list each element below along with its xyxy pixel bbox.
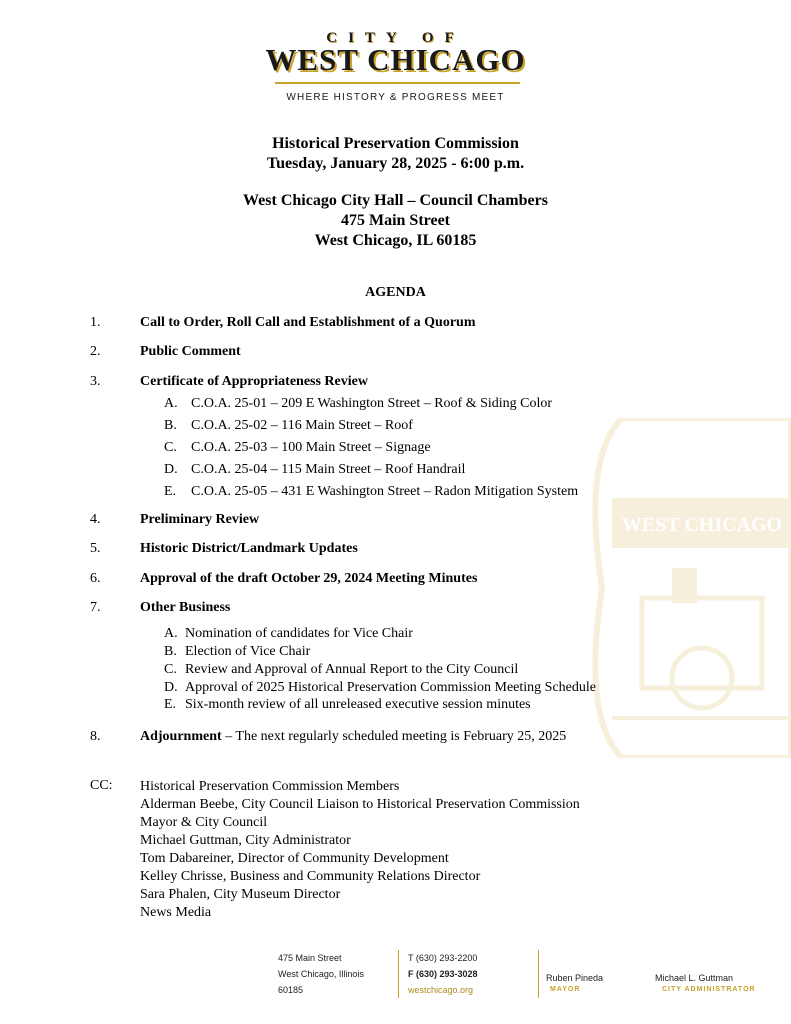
sub-item-letter: C. xyxy=(164,662,177,677)
cc-recipient: Sara Phalen, City Museum Director xyxy=(140,887,341,902)
footer-address-line: 475 Main Street xyxy=(278,953,342,963)
logo-west-chicago: WEST CHICAGO xyxy=(265,42,526,77)
cc-recipient: Tom Dabareiner, Director of Community Development xyxy=(140,851,449,866)
agenda-item-number: 7. xyxy=(90,600,101,615)
footer-divider xyxy=(398,950,399,998)
sub-item-letter: E. xyxy=(164,697,177,712)
footer-website-link[interactable]: westchicago.org xyxy=(408,985,474,995)
sub-item-letter: D. xyxy=(164,462,178,477)
agenda-item-adjournment xyxy=(140,729,566,745)
cc-recipient: Alderman Beebe, City Council Liaison to Historical Preservation Commission xyxy=(140,797,580,812)
meeting-title: Historical Preservation Commission xyxy=(272,135,519,152)
sub-item-letter: A. xyxy=(164,396,178,411)
agenda-item-preliminary-review: Preliminary Review xyxy=(140,512,260,527)
sub-item-meeting-schedule: Approval of 2025 Historical Preservation Commission Meeting Schedule xyxy=(185,680,596,695)
cc-recipient: Mayor & City Council xyxy=(140,815,268,830)
cc-recipient: Michael Guttman, City Administrator xyxy=(140,833,351,848)
meeting-street: 475 Main Street xyxy=(340,212,450,229)
meeting-datetime: Tuesday, January 28, 2025 - 6:00 p.m. xyxy=(266,155,525,172)
agenda-item-call-to-order: Call to Order, Roll Call and Establishment of a Quorum xyxy=(140,315,476,330)
agenda-item-coa-review: Certificate of Appropriateness Review xyxy=(140,374,368,389)
adjournment-label: Adjournment xyxy=(140,729,222,744)
footer-admin-title: CITY ADMINISTRATOR xyxy=(662,986,756,993)
agenda-item-number: 4. xyxy=(90,512,101,527)
cc-recipient: Kelley Chrisse, Business and Community Relations Director xyxy=(140,869,481,884)
sub-item-annual-report: Review and Approval of Annual Report to the City Council xyxy=(185,662,519,677)
footer-phone: T (630) 293-2200 xyxy=(408,953,478,963)
cc-list xyxy=(140,778,580,922)
sub-item-letter: E. xyxy=(164,484,177,499)
agenda-item-number: 2. xyxy=(90,344,101,359)
sub-item-letter: B. xyxy=(164,644,177,659)
logo-divider xyxy=(275,82,520,84)
footer-address-line: West Chicago, Illinois xyxy=(278,969,364,979)
agenda-item-minutes-approval: Approval of the draft October 29, 2024 Meeting Minutes xyxy=(140,571,478,586)
sub-item-executive-minutes: Six-month review of all unreleased executive session minutes xyxy=(185,697,531,712)
footer-mayor-name: Ruben Pineda xyxy=(546,973,604,983)
watermark-text: WEST CHICAGO xyxy=(621,514,783,536)
footer-admin-name: Michael L. Guttman xyxy=(655,973,734,983)
sub-item-letter: B. xyxy=(164,418,177,433)
footer-contact xyxy=(408,950,478,998)
sub-item-letter: C. xyxy=(164,440,177,455)
agenda-item-other-business: Other Business xyxy=(140,600,231,615)
cc-label: CC: xyxy=(90,778,113,793)
sub-item-coa-25-02: C.O.A. 25-02 – 116 Main Street – Roof xyxy=(191,418,413,433)
agenda-item-number: 3. xyxy=(90,374,101,389)
sub-item-letter: D. xyxy=(164,680,178,695)
footer-mayor-title: MAYOR xyxy=(550,986,581,993)
agenda-item-number: 1. xyxy=(90,315,101,330)
sub-item-coa-25-01: C.O.A. 25-01 – 209 E Washington Street – Roof & Siding Color xyxy=(191,396,553,411)
footer-divider xyxy=(538,950,539,998)
sub-item-coa-25-05: C.O.A. 25-05 – 431 E Washington Street – Radon Mitigation System xyxy=(191,484,579,499)
footer-address-line: 60185 xyxy=(278,985,304,995)
sub-item-coa-25-03: C.O.A. 25-03 – 100 Main Street – Signage xyxy=(191,440,431,455)
locomotive-seal-icon xyxy=(582,418,791,758)
adjournment-note: – The next regularly scheduled meeting is February 25, 2025 xyxy=(221,729,567,744)
agenda-item-number: 5. xyxy=(90,541,101,556)
logo-tagline: WHERE HISTORY & PROGRESS MEET xyxy=(286,92,505,103)
meeting-city: West Chicago, IL 60185 xyxy=(314,232,477,249)
footer-address xyxy=(278,950,364,998)
sub-item-vice-chair-nomination: Nomination of candidates for Vice Chair xyxy=(185,626,413,641)
footer-fax: F (630) 293-3028 xyxy=(408,969,478,979)
cc-recipient: News Media xyxy=(140,905,212,920)
agenda-item-number: 8. xyxy=(90,729,101,744)
sub-item-vice-chair-election: Election of Vice Chair xyxy=(185,644,311,659)
cc-recipient: Historical Preservation Commission Members xyxy=(140,779,400,794)
agenda-item-number: 6. xyxy=(90,571,101,586)
sub-item-coa-25-04: C.O.A. 25-04 – 115 Main Street – Roof Handrail xyxy=(191,462,466,477)
logo-city-of: CITY OF xyxy=(326,30,465,46)
agenda-item-public-comment: Public Comment xyxy=(140,344,241,359)
agenda-heading: AGENDA xyxy=(365,285,426,300)
meeting-venue: West Chicago City Hall – Council Chambers xyxy=(243,192,548,209)
sub-item-letter: A. xyxy=(164,626,178,641)
agenda-item-historic-district: Historic District/Landmark Updates xyxy=(140,541,358,556)
